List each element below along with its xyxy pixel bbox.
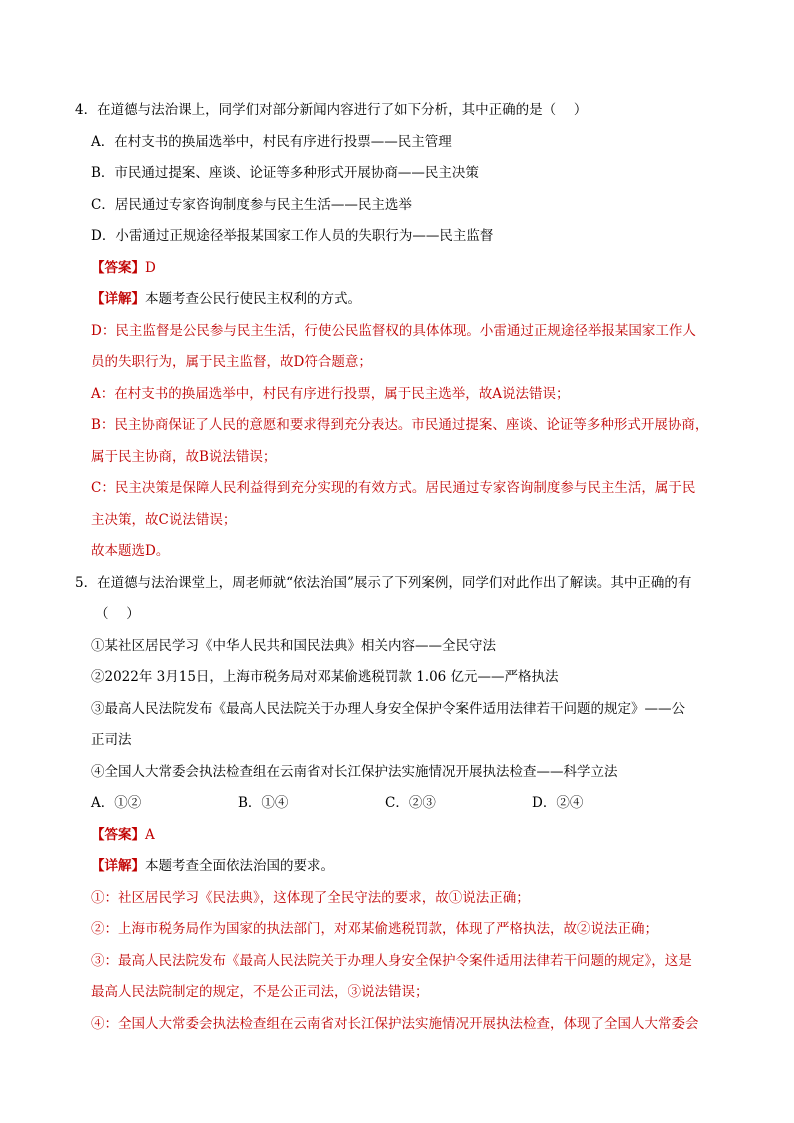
q4-option-b: B．市民通过提案、座谈、论证等多种形式开展协商——民主决策: [91, 165, 479, 181]
q5-detail-tag: 【详解】: [91, 858, 145, 874]
q4-option-a: A．在村支书的换届选举中，村民有序进行投票——民主管理: [91, 133, 452, 150]
q5-analysis-line: ①：社区居民学习《民法典》，这体现了全民守法的要求，故①说法正确；: [91, 889, 530, 906]
q5-answer-value: A: [145, 826, 155, 843]
q5-choice-d: D．②④: [532, 795, 584, 811]
q4-answer: [0, 255, 794, 287]
q5-stem-bracket: （ ）: [95, 606, 140, 622]
q5-choice-c: C．②③: [385, 795, 436, 811]
q5-answer: [0, 822, 794, 854]
q5-item-3-cont: 正司法: [91, 732, 132, 748]
q5-analysis-line: 最高人民法院制定的规定，不是公正司法，③说法错误；: [91, 984, 429, 1000]
q4-detail-intro: 本题考查公民行使民主权利的方式。: [145, 291, 361, 307]
q4-analysis-line: C：民主决策是保障人民利益得到充分实现的有效方式。居民通过专家咨询制度参与民主生活，属于民: [91, 480, 696, 496]
q5-choices: [0, 790, 794, 822]
q5-stem: 5．在道德与法治课堂上，周老师就“依法治国”展示了下列案例，同学们对此作出了解读。其中正确的有: [75, 574, 692, 591]
q4-detail-tag: 【详解】: [91, 291, 145, 307]
q4-analysis-line: D：民主监督是公民参与民主生活，行使公民监督权的具体体现。小雷通过正规途径举报某国家工作人: [91, 322, 696, 339]
q4-analysis-line: B：民主协商保证了人民的意愿和要求得到充分表达。市民通过提案、座谈、论证等多种形式开展协商，: [91, 417, 709, 433]
q5-item-2: ②2022年 3月15日，上海市税务局对邓某偷逃税罚款 1.06 亿元——严格执法: [91, 669, 559, 685]
q5-analysis-line: ③：最高人民法院发布《最高人民法院关于办理人身安全保护令案件适用法律若干问题的规定》，这是: [91, 952, 692, 969]
q5-analysis-line: ②：上海市税务局作为国家的执法部门，对邓某偷逃税罚款，体现了严格执法，故②说法正确；: [91, 921, 658, 937]
q4-option-c: C．居民通过专家咨询制度参与民主生活——民主选举: [91, 196, 412, 213]
q5-answer-tag: 【答案】: [91, 826, 145, 843]
q4-stem: 4．在道德与法治课上，同学们对部分新闻内容进行了如下分析，其中正确的是（ ）: [75, 102, 588, 118]
q4-answer-tag: 【答案】: [91, 259, 145, 276]
q4-answer-value: D: [145, 259, 156, 276]
q4-analysis-line: A：在村支书的换届选举中，村民有序进行投票，属于民主选举，故A说法错误；: [91, 385, 570, 402]
q4-option-d: D．小雷通过正规途径举报某国家工作人员的失职行为——民主监督: [91, 228, 494, 244]
q5-detail: [0, 853, 794, 885]
q5-analysis-line: ④：全国人大常委会执法检查组在云南省对长江保护法实施情况开展执法检查，体现了全国人大常委会: [91, 1015, 699, 1032]
q4-analysis-line: 故本题选D。: [91, 543, 170, 559]
q4-analysis-line: 主决策，故C说法错误；: [91, 511, 237, 528]
q5-item-4: ④全国人大常委会执法检查组在云南省对长江保护法实施情况开展执法检查——科学立法: [91, 763, 618, 780]
q5-choice-a: A．①②: [91, 795, 142, 811]
q4-analysis-line: 属于民主协商，故B说法错误；: [91, 448, 277, 465]
q4-detail: [0, 286, 794, 318]
document-content: [0, 97, 794, 1042]
q5-item-3: ③最高人民法院发布《最高人民法院关于办理人身安全保护令案件适用法律若干问题的规定》——公: [91, 700, 685, 717]
q5-detail-intro: 本题考查全面依法治国的要求。: [145, 858, 334, 874]
q4-analysis-line: 员的失职行为，属于民主监督，故D符合题意；: [91, 354, 372, 370]
q5-choice-b: B．①④: [238, 795, 289, 811]
q5-item-1: ①某社区居民学习《中华人民共和国民法典》相关内容——全民守法: [91, 637, 496, 654]
